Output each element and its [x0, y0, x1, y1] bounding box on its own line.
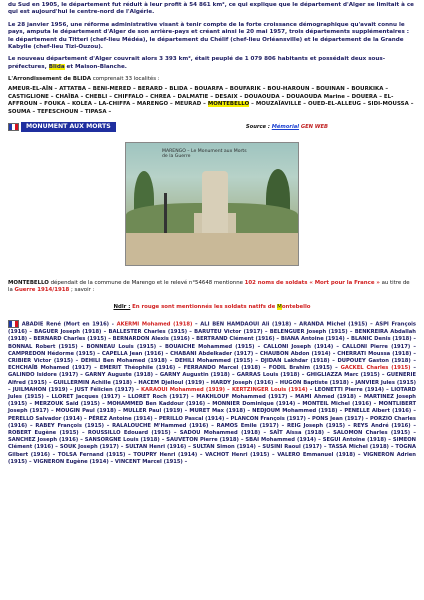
- postcard-caption: MARENGO – Le Monument aux Morts de la Guerre: [162, 148, 247, 160]
- monument-aux-morts-button[interactable]: MONUMENT AUX MORTS: [21, 122, 116, 132]
- memorial-gen-web-link[interactable]: Mémorial GEN WEB: [271, 123, 328, 130]
- source-credit: Source : Mémorial GEN WEB: [245, 123, 328, 130]
- french-flag-icon: [8, 123, 19, 131]
- french-flag-icon: [8, 320, 19, 328]
- soldiers-names-list: ABADIE René (Mort en 1916) - AKERMI Mohamed (1918) – ALI BEN HAMDAOUI Ali (1918) – ARANDA Michel (1915) – ASPI François (1916) – BAGUER Joseph (1918) – BALLESTER Charles (1915) – BARUTEU Victor (1917) – BELENGUER Joseph (1915) – BENKREIRA Abdallah (1918) – BERNARD Charles (1915) – BERNARDON Alexis (1916) – BERTRAND Clément (1916) – BIANA Antoine (1914) – BLANIC Denis (1918) – BONNAL Robert (1915) – BONNEAU Louis (1915) – BOUAICHE Mohammed (1915) – CALLONI Joseph (1914) – CALLONI Pierre (1917) – CAMPREDON Hédorme (1915) – CAPELLA Jean (1916) – CHABANI Abdelkader (1917) – CHAUBON Abdon (1914) – CHERRATI Moussa (1918) – CRIBIER Victor (1915) – DEHILI Ben Mohamed (1918) – DEHILI Mohammed (1915) – DJIDAN Lakhdar (1918) – DUPOUEY Gaston (1918) – ECHCHAÏB Mohamed (1917) – EMERIT Théophile (1916) – FERRANDO Marcel (1918) – FODIL Brahim (1915) – GACKEL Charles (1915) – GALINDO Isidore (1917) – GARNY Auguste (1918) – GARNY Augustin (1918) – GARRAS Louis (1918) – GHIGLIAZZA Marc (1915) – GUENERIE Alfred (1915) – GUILLERMIN Achille (1918) – HACEM Djelloul (1919) – HARDY Joseph (1916) – HUGON Baptiste (1918) – JANVIER Jules (1915) – JUILMAHON (1919) – JUST Félicien (1917) – KARAOUI Mohammed (1919) – KERTZINGER Louis (1914) – LEONETTI Pierre (1914) – LIOTARD Jules (1915) – LLORET Jacques (1917) – LLORET Roch (1917) – MAKHLOUF Mohammed (1917) – MAMI Ahmed (1918) – MARTINEZ Joseph (1915) – MERZOUK Saïd (1915) – MOHAMMED Ben Kaddour (1916) – MONNIER Dominique (1914) – MONTEIL Michel (1916) – MONTLIBERT Joseph (1917) – MOUGIN Paul (1918) – MULLER Paul (1919) – MURET Max (1918) – NEDJOUM Mohammed (1918) – PENELLE Albert (1916) – PERELLO Salvador (1914) – PÉREZ Antoine (1914) – PERILLO Pascal (1914) – PLANCON François (1917) – PONS Jean (1917) – PORZIO Charles (1916) – RABEY François (1915) – RALALOUCHE M'Hammed (1916) – RAMOS Emile (1917) – REIG Joseph (1915) – REYS André (1916) – ROBERT Eugène (1915) – ROUSSILLO Edouard (1915) – SADOU Mohammed (1918) – SAÏT Aïssa (1918) – SALOMON Charles (1915) – SANCHEZ Joseph (1916) – SANSORGNE Louis (1918) – SAUVETON Pierre (1918) – SBAI Mohammed (1914) – SEGUI Antoine (1918) – SIMEON Clément (1916) – SOUK Joseph (1917) – SULTAN Henri (1916) – SULTAN Simon (1914) – SUSINI Raoul (1917) – TASSA Michel (1918) – TOGNA Gilbert (1916) – TOLSA Fernand (1915) – TOUPRY Henri (1914) – VACHOT Henri (1915) – VALERO Emmanuel (1918) – VIGNERON Adrien (1915) – VIGNERON Eugène (1914) – VINCENT Marcel (1915) –: [8, 321, 417, 465]
- blida-highlight: Blida: [48, 63, 65, 70]
- monument-section-bar: [8, 122, 416, 132]
- intro-paragraph-3: [8, 56, 416, 71]
- editor-note: Ndlr : En rouge sont mentionnés les soldats natifs de Montebello: [113, 304, 311, 311]
- arrondissement-label: L'Arrondissement de BLIDA: [8, 76, 92, 83]
- montebello-declaration: MONTEBELLO dépendait de la commune de Marengo et le relevé n°54648 mentionne 102 noms de soldats « Mort pour la France » au titre de la Guerre 1914/1918 ; savoir :: [8, 279, 410, 294]
- montebello-highlight: MONTEBELLO: [207, 101, 250, 108]
- p3-part-1: Le nouveau département d'Alger couvrait alors 3 393 km², était peuplé de 1 079 806 habitants et possédait deux sous-préfectures,: [8, 56, 386, 70]
- intro-paragraph-1: du Sud en 1905, le département fut réduit à leur profit à 54 861 km², ce qui explique que le département d'Alger se limitait à ce qui est aujourd'hui le centre-nord de l'Algérie.: [8, 2, 414, 16]
- monument-postcard-image: [125, 142, 299, 266]
- arrondissement-heading: [8, 76, 416, 83]
- communes-text-1: AMEUR-EL-AÏN – ATTATBA – BENI-MERED – BERARD – BLIDA – BOUARFA – BOUFARIK – BOU-HAROUN – BOUINAN – BOURKIKA – CASTIGLIONE – CHAÏBA – CHEBLI – CHIFFALO – CHREA – DALMATIE – DESAIX – DOUAOUDA – DOUAOUDA Marine – DOUERA – EL-AFFROUN – FOUKA – KOLEA – LA-CHIFFA – MARENGO – MEURAD –: [8, 86, 394, 108]
- communes-text-2: – MOUZAÏAVILLE – OUED-EL-ALLEUG – SIDI-MOUSSA – SOUMA – TEFESCHOUN – TIPASA –: [8, 101, 414, 116]
- arrondissement-count: comprenait 33 localités :: [91, 76, 160, 83]
- p3-part-2: et Maison-Blanche.: [64, 63, 127, 70]
- intro-paragraph-2: Le 28 janvier 1956, une réforme administrative visant à tenir compte de la forte croissance démographique qu'avait connu le pays, amputa le département d'Alger de son arrière-pays et créant ainsi le 20 mai 1957, trois départements supplémentaires : le département du Titteri (chef-lieu Médéa), le département du Chélif (chef-lieu Orléansville) et le département de la Grande Kabylie (chef-lieu Tizi-Ouzou).: [8, 21, 409, 51]
- communes-list: [8, 86, 416, 116]
